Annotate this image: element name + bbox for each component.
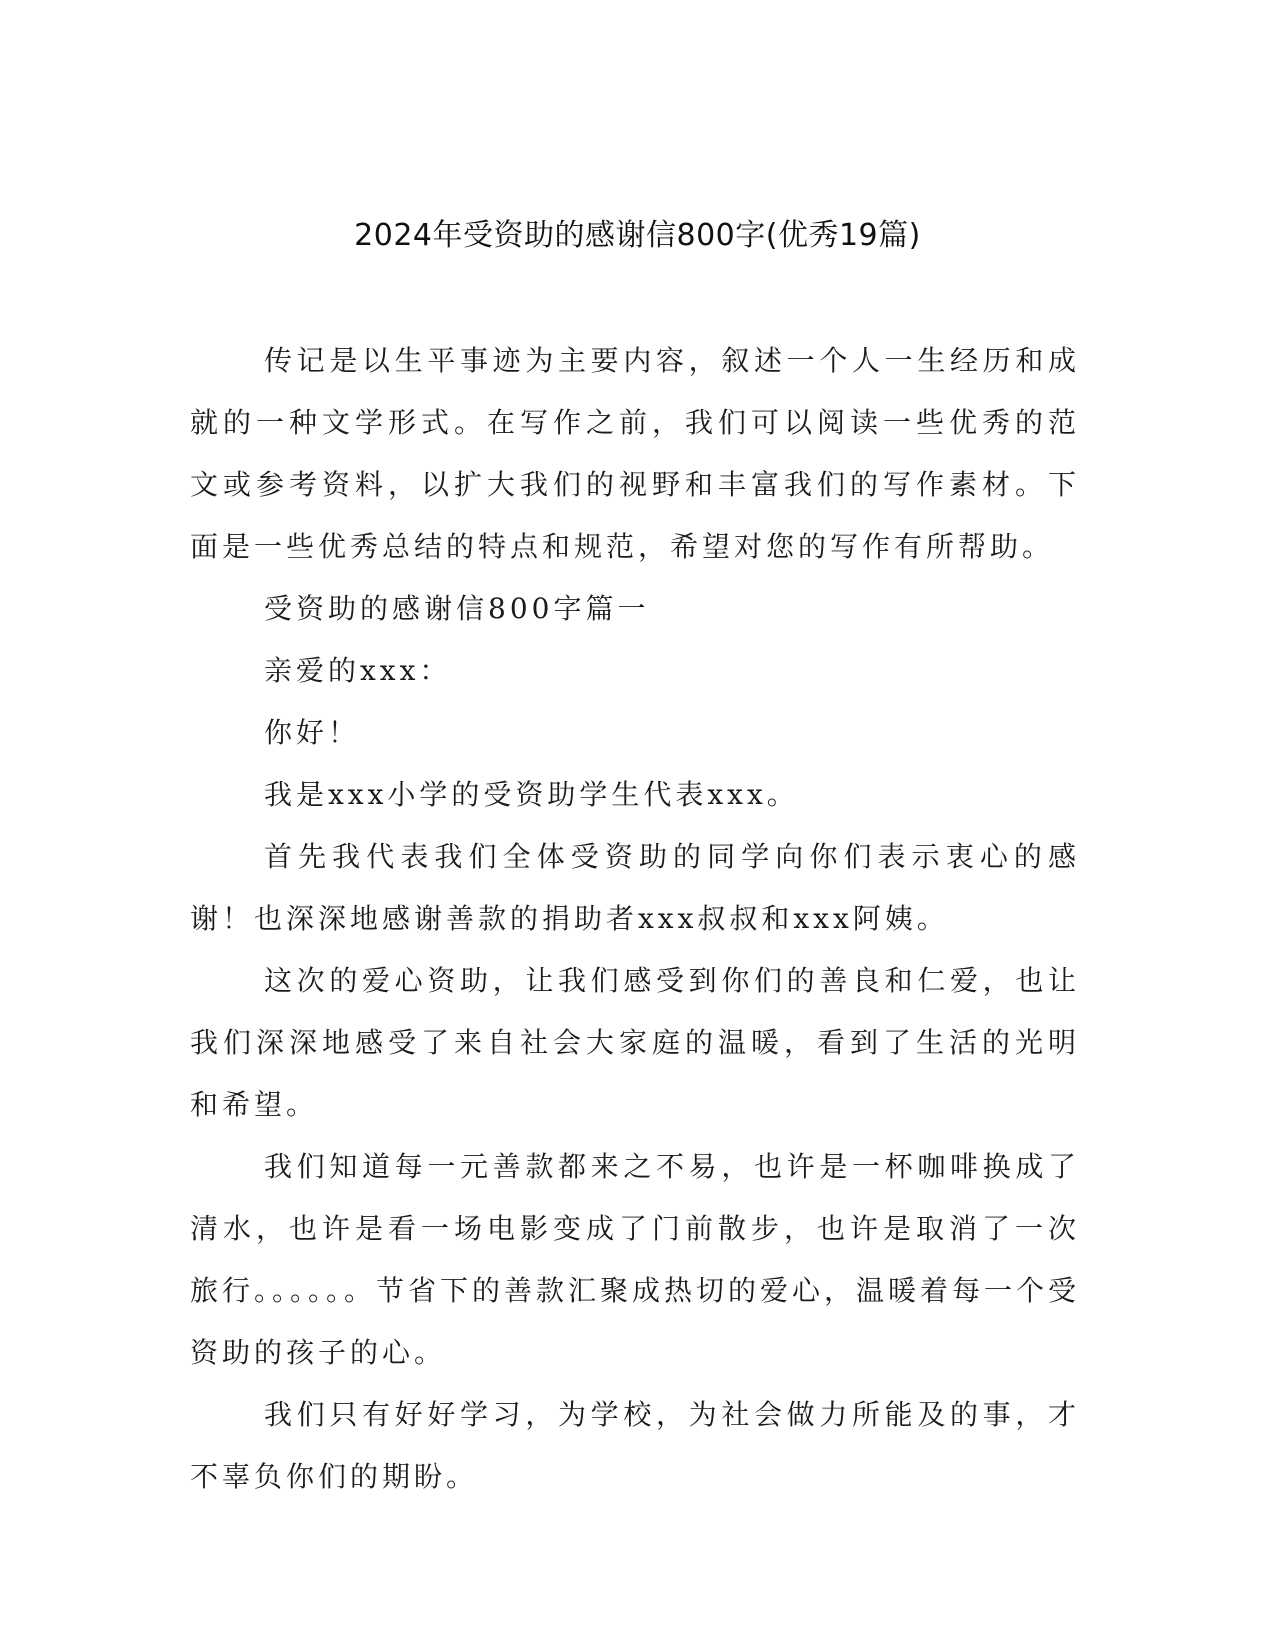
section-heading: 受资助的感谢信800字篇一 [264, 592, 650, 625]
self-introduction: 我是xxx小学的受资助学生代表xxx。 [264, 778, 799, 811]
donation-paragraph: 我们知道每一元善款都来之不易，也许是一杯咖啡换成了清水，也许是看一场电影变成了门前散步，也许是取消了一次旅行。。。。。。节省下的善款汇聚成热切的爱心，温暖着每一个受资助的孩子的心。 [190, 1150, 1081, 1369]
warmth-paragraph: 这次的爱心资助，让我们感受到你们的善良和仁爱，也让我们深深地感受了来自社会大家庭的温暖，看到了生活的光明和希望。 [190, 964, 1080, 1121]
document-title: 2024年受资助的感谢信800字(优秀19篇) [354, 218, 921, 253]
intro-paragraph: 传记是以生平事迹为主要内容，叙述一个人一生经历和成就的一种文学形式。在写作之前，我们可以阅读一些优秀的范文或参考资料，以扩大我们的视野和丰富我们的写作素材。下面是一些优秀总结的特点和规范，希望对您的写作有所帮助。 [190, 344, 1080, 563]
document-body [190, 330, 1080, 1508]
promise-paragraph: 我们只有好好学习，为学校，为社会做力所能及的事，才不辜负你们的期盼。 [190, 1398, 1080, 1493]
thanks-paragraph: 首先我代表我们全体受资助的同学向你们表示衷心的感谢！也深深地感谢善款的捐助者xxx叔叔和xxx阿姨。 [190, 840, 1080, 935]
greeting: 你好！ [264, 716, 361, 749]
salutation: 亲爱的xxx： [264, 654, 452, 687]
